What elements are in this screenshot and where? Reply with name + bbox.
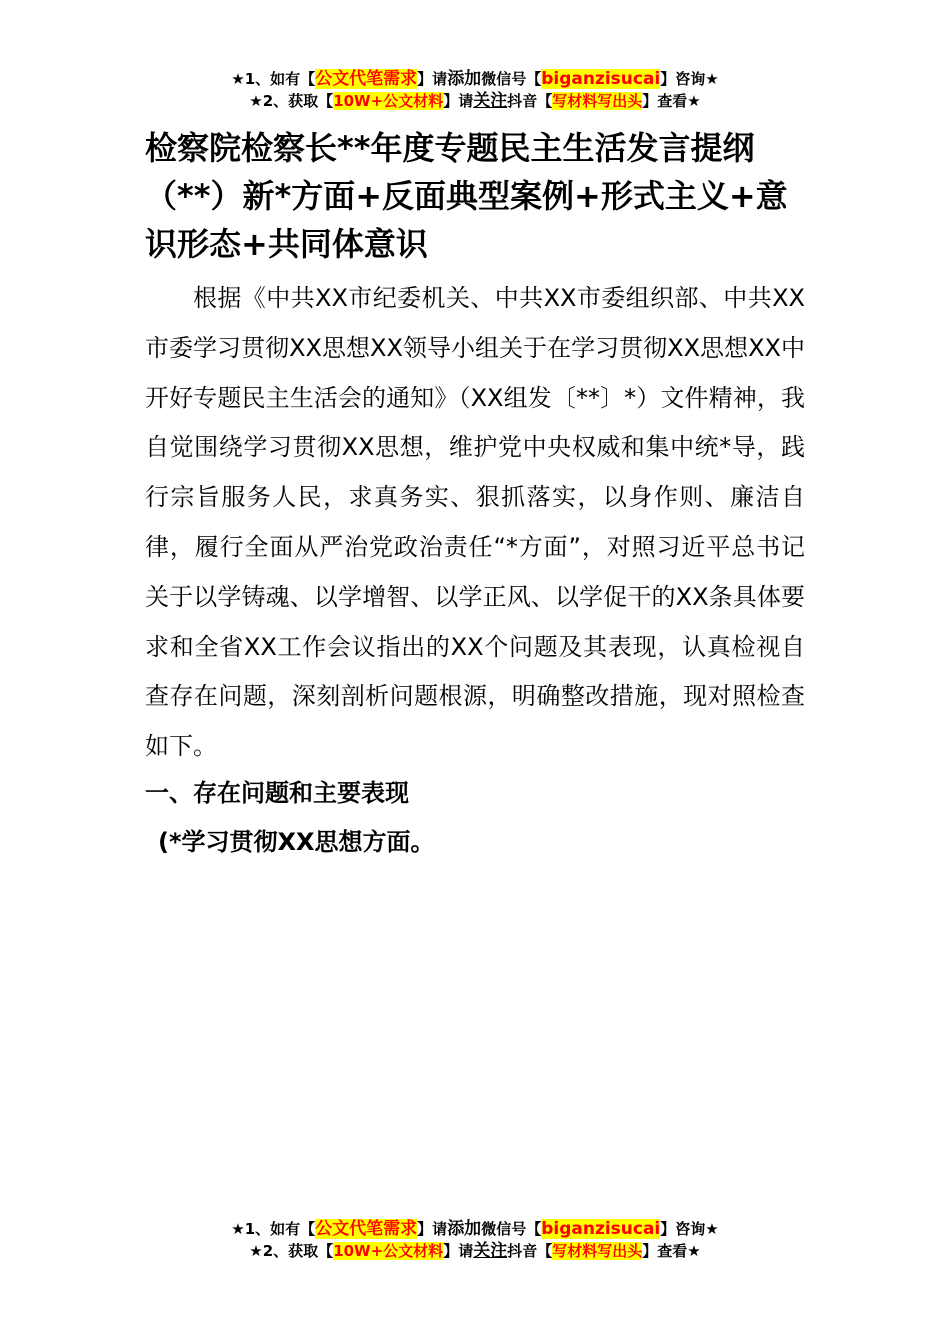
section-heading: 一、存在问题和主要表现 (145, 779, 409, 807)
banner-highlight: 公文代笔需求 (315, 1219, 418, 1239)
banner-highlight: 10W+公文材料 (333, 92, 444, 110)
banner-text: 】请 (443, 1242, 474, 1260)
banner-text: 】请 (443, 92, 474, 110)
banner-line-2 (0, 90, 950, 112)
banner-emphasis: 添加 (447, 1219, 482, 1239)
banner-text: 】查看★ (642, 1242, 701, 1260)
banner-wechat-id: biganzisucai (541, 1219, 661, 1239)
intro-paragraph: 根据《中共XX市纪委机关、中共XX市委组织部、中共XX市委学习贯彻XX思想XX领导小组关于在学习贯彻XX思想XX中开好专题民主生活会的通知》（XX组发〔**〕*）文件精神，我自觉围绕学习贯彻XX思想，维护党中央权威和集中统*导，践行宗旨服务人民，求真务实、狠抓落实，以身作则、廉洁自律，履行全面从严治党政治责任“*方面”，对照习近平总书记关于以学铸魂、以学增智、以学正风、以学促干的XX条具体要求和全省XX工作会议指出的XX个问题及其表现，认真检视自查存在问题，深刻剖析问题根源，明确整改措施，现对照检查如下。 (145, 284, 805, 761)
banner-text: 】请 (417, 1220, 448, 1238)
banner-emphasis: 关注 (473, 1241, 508, 1261)
banner-text: 抖音【 (507, 92, 553, 110)
subsection-heading: (*学习贯彻XX思想方面。 (158, 828, 435, 856)
banner-wechat-id: biganzisucai (541, 69, 661, 89)
banner-highlight: 10W+公文材料 (333, 1242, 444, 1260)
banner-text: 】咨询★ (660, 70, 719, 88)
banner-highlight: 公文代笔需求 (315, 69, 418, 89)
banner-line-2 (0, 1240, 950, 1262)
banner-text: 微信号【 (481, 1220, 542, 1238)
header-banner (0, 68, 950, 112)
banner-line-1 (0, 1218, 950, 1240)
banner-highlight: 写材料写出头 (552, 1242, 643, 1260)
banner-highlight: 写材料写出头 (552, 92, 643, 110)
banner-text: ★2、获取【 (249, 1242, 334, 1260)
banner-text: 抖音【 (507, 1242, 553, 1260)
document-title: 检察院检察长**年度专题民主生活发言提纲（**）新*方面+反面典型案例+形式主义+意识形态+共同体意识 (145, 129, 788, 263)
banner-text: 】查看★ (642, 92, 701, 110)
banner-text: 】咨询★ (660, 1220, 719, 1238)
banner-text: ★1、如有【 (231, 70, 316, 88)
banner-text: ★2、获取【 (249, 92, 334, 110)
banner-emphasis: 关注 (473, 91, 508, 111)
banner-emphasis: 添加 (447, 69, 482, 89)
banner-text: ★1、如有【 (231, 1220, 316, 1238)
footer-banner (0, 1218, 950, 1262)
banner-text: 微信号【 (481, 70, 542, 88)
banner-text: 】请 (417, 70, 448, 88)
banner-line-1 (0, 68, 950, 90)
